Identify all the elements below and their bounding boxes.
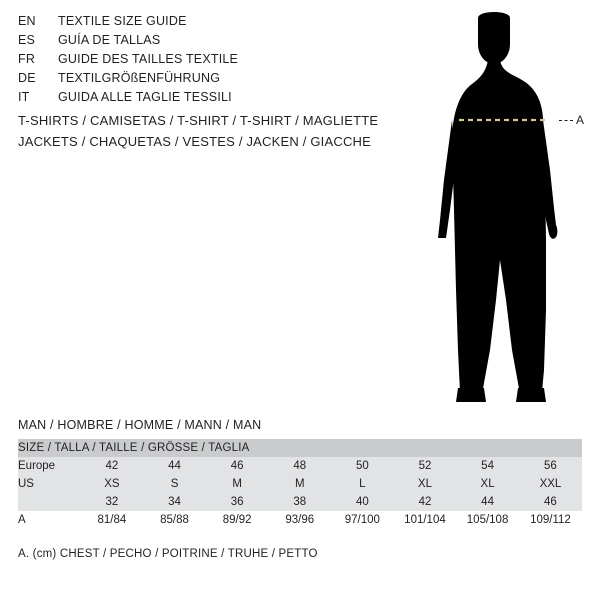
cell-us-4: L bbox=[331, 475, 394, 493]
row-label-europe: Europe bbox=[18, 457, 81, 475]
cell-a-3: 93/96 bbox=[268, 511, 331, 529]
legend-row-de bbox=[18, 71, 378, 90]
cell-numeric-4: 40 bbox=[331, 493, 394, 511]
table-title: MAN / HOMBRE / HOMME / MANN / MAN bbox=[18, 418, 262, 432]
cell-europe-2: 46 bbox=[206, 457, 269, 475]
legend-text-it: GUIDA ALLE TAGLIE TESSILI bbox=[58, 90, 232, 104]
category-tshirts: T-SHIRTS / CAMISETAS / T-SHIRT / T-SHIRT / MAGLIETTE bbox=[18, 113, 379, 128]
cell-a-6: 105/108 bbox=[456, 511, 519, 529]
category-jackets: JACKETS / CHAQUETAS / VESTES / JACKEN / GIACCHE bbox=[18, 134, 372, 149]
cell-a-2: 89/92 bbox=[206, 511, 269, 529]
cell-a-5: 101/104 bbox=[394, 511, 457, 529]
legend-code-de: DE bbox=[18, 71, 36, 85]
cell-a-4: 97/100 bbox=[331, 511, 394, 529]
measurement-label-a: A bbox=[576, 113, 585, 127]
cell-us-6: XL bbox=[456, 475, 519, 493]
legend-code-fr: FR bbox=[18, 52, 36, 66]
measurement-leader-line bbox=[559, 120, 573, 121]
cell-us-1: S bbox=[143, 475, 206, 493]
table-header-label: SIZE / TALLA / TAILLE / GRÖSSE / TAGLIA bbox=[18, 439, 582, 457]
category-headings bbox=[18, 110, 418, 152]
cell-numeric-1: 34 bbox=[143, 493, 206, 511]
row-label-a: A bbox=[18, 511, 81, 529]
table-row bbox=[18, 511, 582, 529]
legend-row-it bbox=[18, 90, 378, 109]
cell-us-5: XL bbox=[394, 475, 457, 493]
cell-numeric-7: 46 bbox=[519, 493, 582, 511]
cell-a-7: 109/112 bbox=[519, 511, 582, 529]
cell-numeric-0: 32 bbox=[81, 493, 144, 511]
cell-us-3: M bbox=[268, 475, 331, 493]
legend-code-it: IT bbox=[18, 90, 30, 104]
legend-code-en: EN bbox=[18, 14, 36, 28]
cell-us-7: XXL bbox=[519, 475, 582, 493]
legend-code-es: ES bbox=[18, 33, 36, 47]
legend-text-es: GUÍA DE TALLAS bbox=[58, 33, 161, 47]
cell-a-0: 81/84 bbox=[81, 511, 144, 529]
table-row bbox=[18, 457, 582, 475]
cell-europe-6: 54 bbox=[456, 457, 519, 475]
cell-europe-7: 56 bbox=[519, 457, 582, 475]
cell-europe-4: 50 bbox=[331, 457, 394, 475]
cell-numeric-5: 42 bbox=[394, 493, 457, 511]
table-header-row bbox=[18, 439, 582, 457]
row-label-numeric bbox=[18, 493, 81, 511]
legend-text-de: TEXTILGRÖßENFÜHRUNG bbox=[58, 71, 221, 85]
cell-europe-0: 42 bbox=[81, 457, 144, 475]
cell-us-2: M bbox=[206, 475, 269, 493]
legend-row-en bbox=[18, 14, 378, 33]
figure-illustration bbox=[400, 10, 600, 410]
table-footnote: A. (cm) CHEST / PECHO / POITRINE / TRUHE / PETTO bbox=[18, 548, 318, 560]
legend-row-fr bbox=[18, 52, 378, 71]
legend-row-es bbox=[18, 33, 378, 52]
legend-text-fr: GUIDE DES TAILLES TEXTILE bbox=[58, 52, 239, 66]
cell-europe-5: 52 bbox=[394, 457, 457, 475]
male-silhouette-icon bbox=[400, 10, 600, 410]
cell-a-1: 85/88 bbox=[143, 511, 206, 529]
table-row bbox=[18, 475, 582, 493]
cell-europe-1: 44 bbox=[143, 457, 206, 475]
cell-numeric-2: 36 bbox=[206, 493, 269, 511]
cell-europe-3: 48 bbox=[268, 457, 331, 475]
row-label-us: US bbox=[18, 475, 81, 493]
language-legend bbox=[18, 14, 378, 109]
cell-numeric-3: 38 bbox=[268, 493, 331, 511]
size-table-block bbox=[18, 418, 582, 529]
cell-numeric-6: 44 bbox=[456, 493, 519, 511]
cell-us-0: XS bbox=[81, 475, 144, 493]
legend-text-en: TEXTILE SIZE GUIDE bbox=[58, 14, 187, 28]
size-table bbox=[18, 439, 582, 529]
table-row bbox=[18, 493, 582, 511]
